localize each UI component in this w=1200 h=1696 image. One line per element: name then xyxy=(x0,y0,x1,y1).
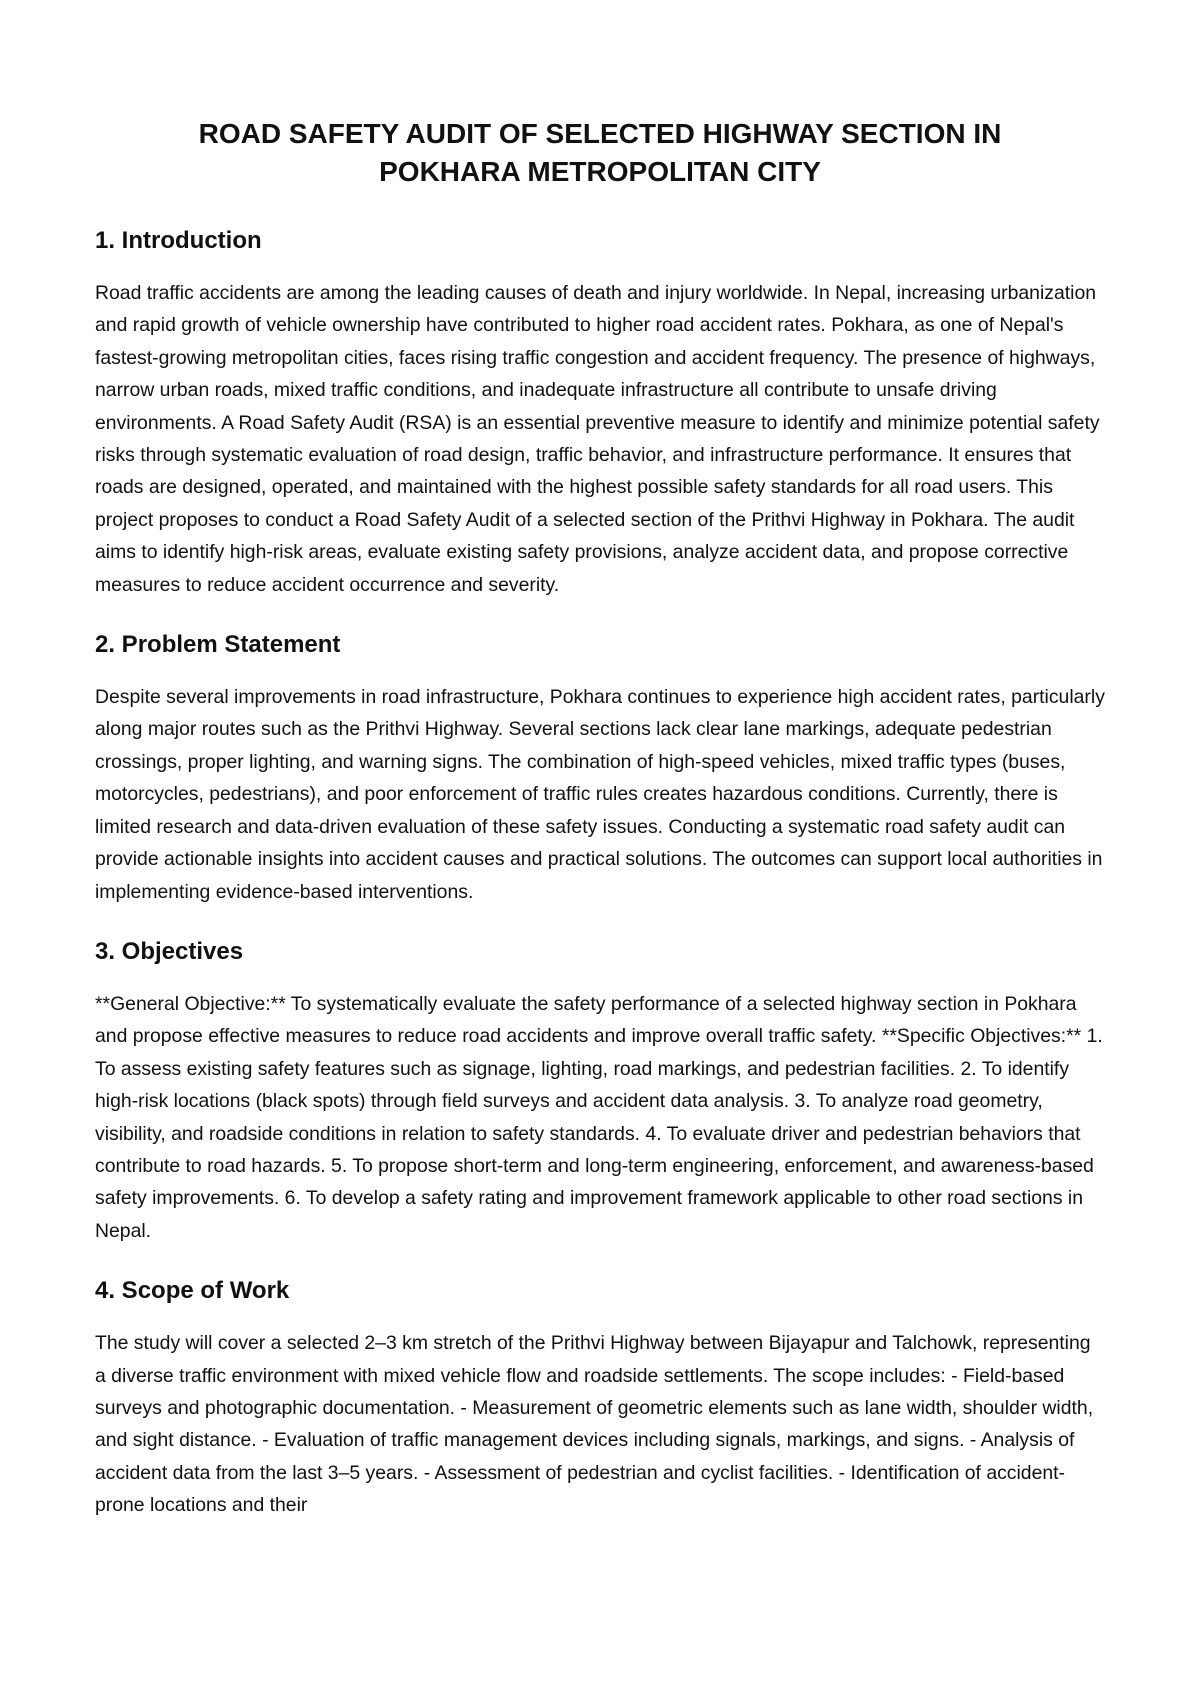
section-heading-problem-statement: 2. Problem Statement xyxy=(95,631,341,659)
section-body-introduction: Road traffic accidents are among the leading causes of death and injury worldwide. In Nepal, increasing urbanization and rapid growth of vehicle ownership have contributed to higher road accident rates. Pokhara, as one of Nepal's fastest-growing metropolitan cities, faces rising traffic congestion and accident frequency. The presence of highways, narrow urban roads, mixed traffic conditions, and inadequate infrastructure all contribute to unsafe driving environments. A Road Safety Audit (RSA) is an essential preventive measure to identify and minimize potential safety risks through systematic evaluation of road design, traffic behavior, and infrastructure performance. It ensures that roads are designed, operated, and maintained with the highest possible safety standards for all road users. This project proposes to conduct a Road Safety Audit of a selected section of the Prithvi Highway in Pokhara. The audit aims to identify high-risk areas, evaluate existing safety provisions, analyze accident data, and propose corrective measures to reduce accident occurrence and severity. xyxy=(95,282,1100,596)
section-body-problem-statement: Despite several improvements in road infrastructure, Pokhara continues to experience high accident rates, particularly along major routes such as the Prithvi Highway. Several sections lack clear lane markings, adequate pedestrian crossings, proper lighting, and warning signs. The combination of high-speed vehicles, mixed traffic types (buses, motorcycles, pedestrians), and poor enforcement of traffic rules creates hazardous conditions. Currently, there is limited research and data-driven evaluation of these safety issues. Conducting a systematic road safety audit can provide actionable insights into accident causes and practical solutions. The outcomes can support local authorities in implementing evidence-based interventions. xyxy=(95,686,1105,903)
section-body-objectives: **General Objective:** To systematically evaluate the safety performance of a selected highway section in Pokhara and propose effective measures to reduce road accidents and improve overall traffic safety. **Specific Objectives:** 1. To assess existing safety features such as signage, lighting, road markings, and pedestrian facilities. 2. To identify high-risk locations (black spots) through field surveys and accident data analysis. 3. To analyze road geometry, visibility, and roadside conditions in relation to safety standards. 4. To evaluate driver and pedestrian behaviors that contribute to road hazards. 5. To propose short-term and long-term engineering, enforcement, and awareness-based safety improvements. 6. To develop a safety rating and improvement framework applicable to other road sections in Nepal. xyxy=(95,992,1103,1242)
document-title-line-2: POKHARA METROPOLITAN CITY xyxy=(379,156,821,187)
document-title-line-1: ROAD SAFETY AUDIT OF SELECTED HIGHWAY SECTION IN xyxy=(198,118,1002,149)
section-heading-introduction: 1. Introduction xyxy=(95,227,262,254)
section-heading-objectives: 3. Objectives xyxy=(95,937,244,965)
section-heading-scope-of-work: 4. Scope of Work xyxy=(95,1277,290,1305)
document-title xyxy=(95,115,1105,191)
section-body-scope-of-work: The study will cover a selected 2–3 km stretch of the Prithvi Highway between Bijayapur and Talchowk, representing a diverse traffic environment with mixed vehicle flow and roadside settlements. The scope includes: - Field-based surveys and photographic documentation. - Measurement of geometric elements such as lane width, shoulder width, and sight distance. - Evaluation of traffic management devices including signals, markings, and signs. - Analysis of accident data from the last 3–5 years. - Assessment of pedestrian and cyclist facilities. - Identification of accident-prone locations and their xyxy=(95,1332,1094,1517)
